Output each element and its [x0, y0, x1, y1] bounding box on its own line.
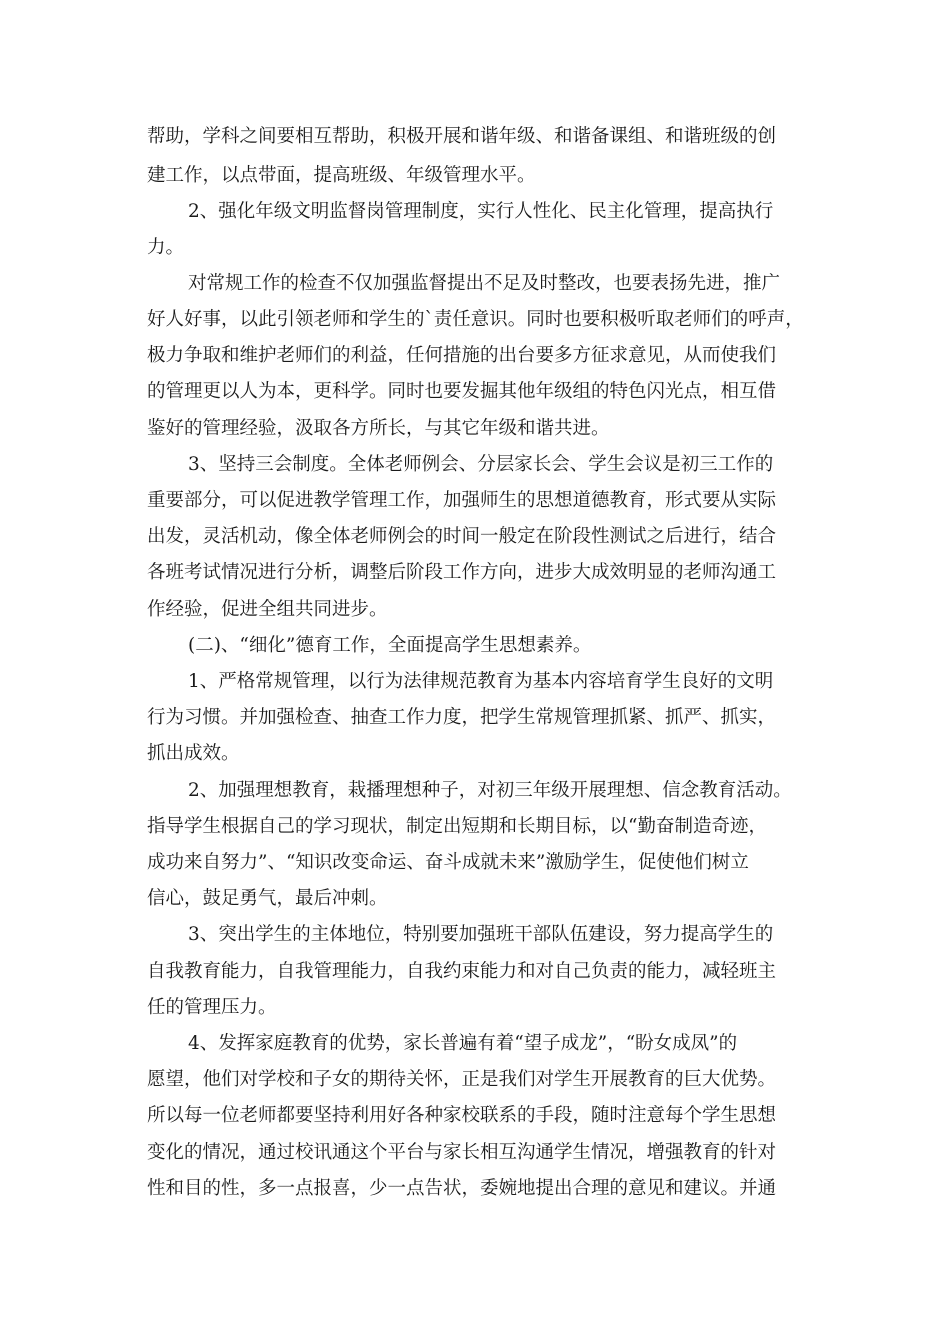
text-line: 建工作，以点带面，提高班级、年级管理水平。	[147, 165, 536, 186]
text-line: 重要部分，可以促进教学管理工作，加强师生的思想道德教育，形式要从实际	[147, 490, 777, 511]
text-line: 性和目的性，多一点报喜，少一点告状，委婉地提出合理的意见和建议。并通	[147, 1178, 777, 1199]
text-line: 抓出成效。	[147, 743, 240, 764]
text-line: 好人好事，以此引领老师和学生的`责任意识。同时也要积极听取老师们的呼声，	[147, 309, 804, 330]
text-line: 2、加强理想教育，栽播理想种子，对初三年级开展理想、信念教育活动。	[188, 780, 792, 801]
section-heading: (二)、“细化”德育工作，全面提高学生思想素养。	[188, 635, 592, 656]
text-line: 所以每一位老师都要坚持利用好各种家校联系的手段，随时注意每个学生思想	[147, 1105, 777, 1126]
text-line: 1、严格常规管理，以行为法律规范教育为基本内容培育学生良好的文明	[188, 671, 774, 692]
text-line: 信心，鼓足勇气，最后冲刺。	[147, 888, 388, 909]
text-line: 愿望，他们对学校和子女的期待关怀，正是我们对学生开展教育的巨大优势。	[147, 1069, 777, 1090]
text-line: 变化的情况，通过校讯通这个平台与家长相互沟通学生情况，增强教育的针对	[147, 1142, 777, 1163]
text-line: 成功来自努力”、“知识改变命运、奋斗成就未来”激励学生，促使他们树立	[147, 852, 749, 873]
text-line: 的管理更以人为本，更科学。同时也要发掘其他年级组的特色闪光点，相互借	[147, 381, 777, 402]
text-line: 对常规工作的检查不仅加强监督提出不足及时整改，也要表扬先进，推广	[188, 273, 781, 294]
text-line: 4、发挥家庭教育的优势，家长普遍有着“望子成龙”，“盼女成凤”的	[188, 1033, 738, 1054]
text-line: 3、坚持三会制度。全体老师例会、分层家长会、学生会议是初三工作的	[188, 454, 774, 475]
text-line: 指导学生根据自己的学习现状，制定出短期和长期目标，以“勤奋制造奇迹，	[147, 816, 767, 837]
text-line: 极力争取和维护老师们的利益，任何措施的出台要多方征求意见，从而使我们	[147, 345, 777, 366]
text-line: 各班考试情况进行分析，调整后阶段工作方向，进步大成效明显的老师沟通工	[147, 562, 777, 583]
text-line: 出发，灵活机动，像全体老师例会的时间一般定在阶段性测试之后进行，结合	[147, 526, 777, 547]
text-line: 2、强化年级文明监督岗管理制度，实行人性化、民主化管理，提高执行	[188, 201, 774, 222]
text-line: 3、突出学生的主体地位，特别要加强班干部队伍建设，努力提高学生的	[188, 924, 774, 945]
text-line: 自我教育能力，自我管理能力，自我约束能力和对自己负责的能力，减轻班主	[147, 961, 777, 982]
text-line: 鉴好的管理经验，汲取各方所长，与其它年级和谐共进。	[147, 418, 610, 439]
text-line: 帮助，学科之间要相互帮助，积极开展和谐年级、和谐备课组、和谐班级的创	[147, 126, 777, 147]
text-line: 作经验，促进全组共同进步。	[147, 599, 388, 620]
text-line: 行为习惯。并加强检查、抽查工作力度，把学生常规管理抓紧、抓严、抓实，	[147, 707, 777, 728]
text-line: 力。	[147, 237, 185, 258]
text-line: 任的管理压力。	[147, 997, 277, 1018]
